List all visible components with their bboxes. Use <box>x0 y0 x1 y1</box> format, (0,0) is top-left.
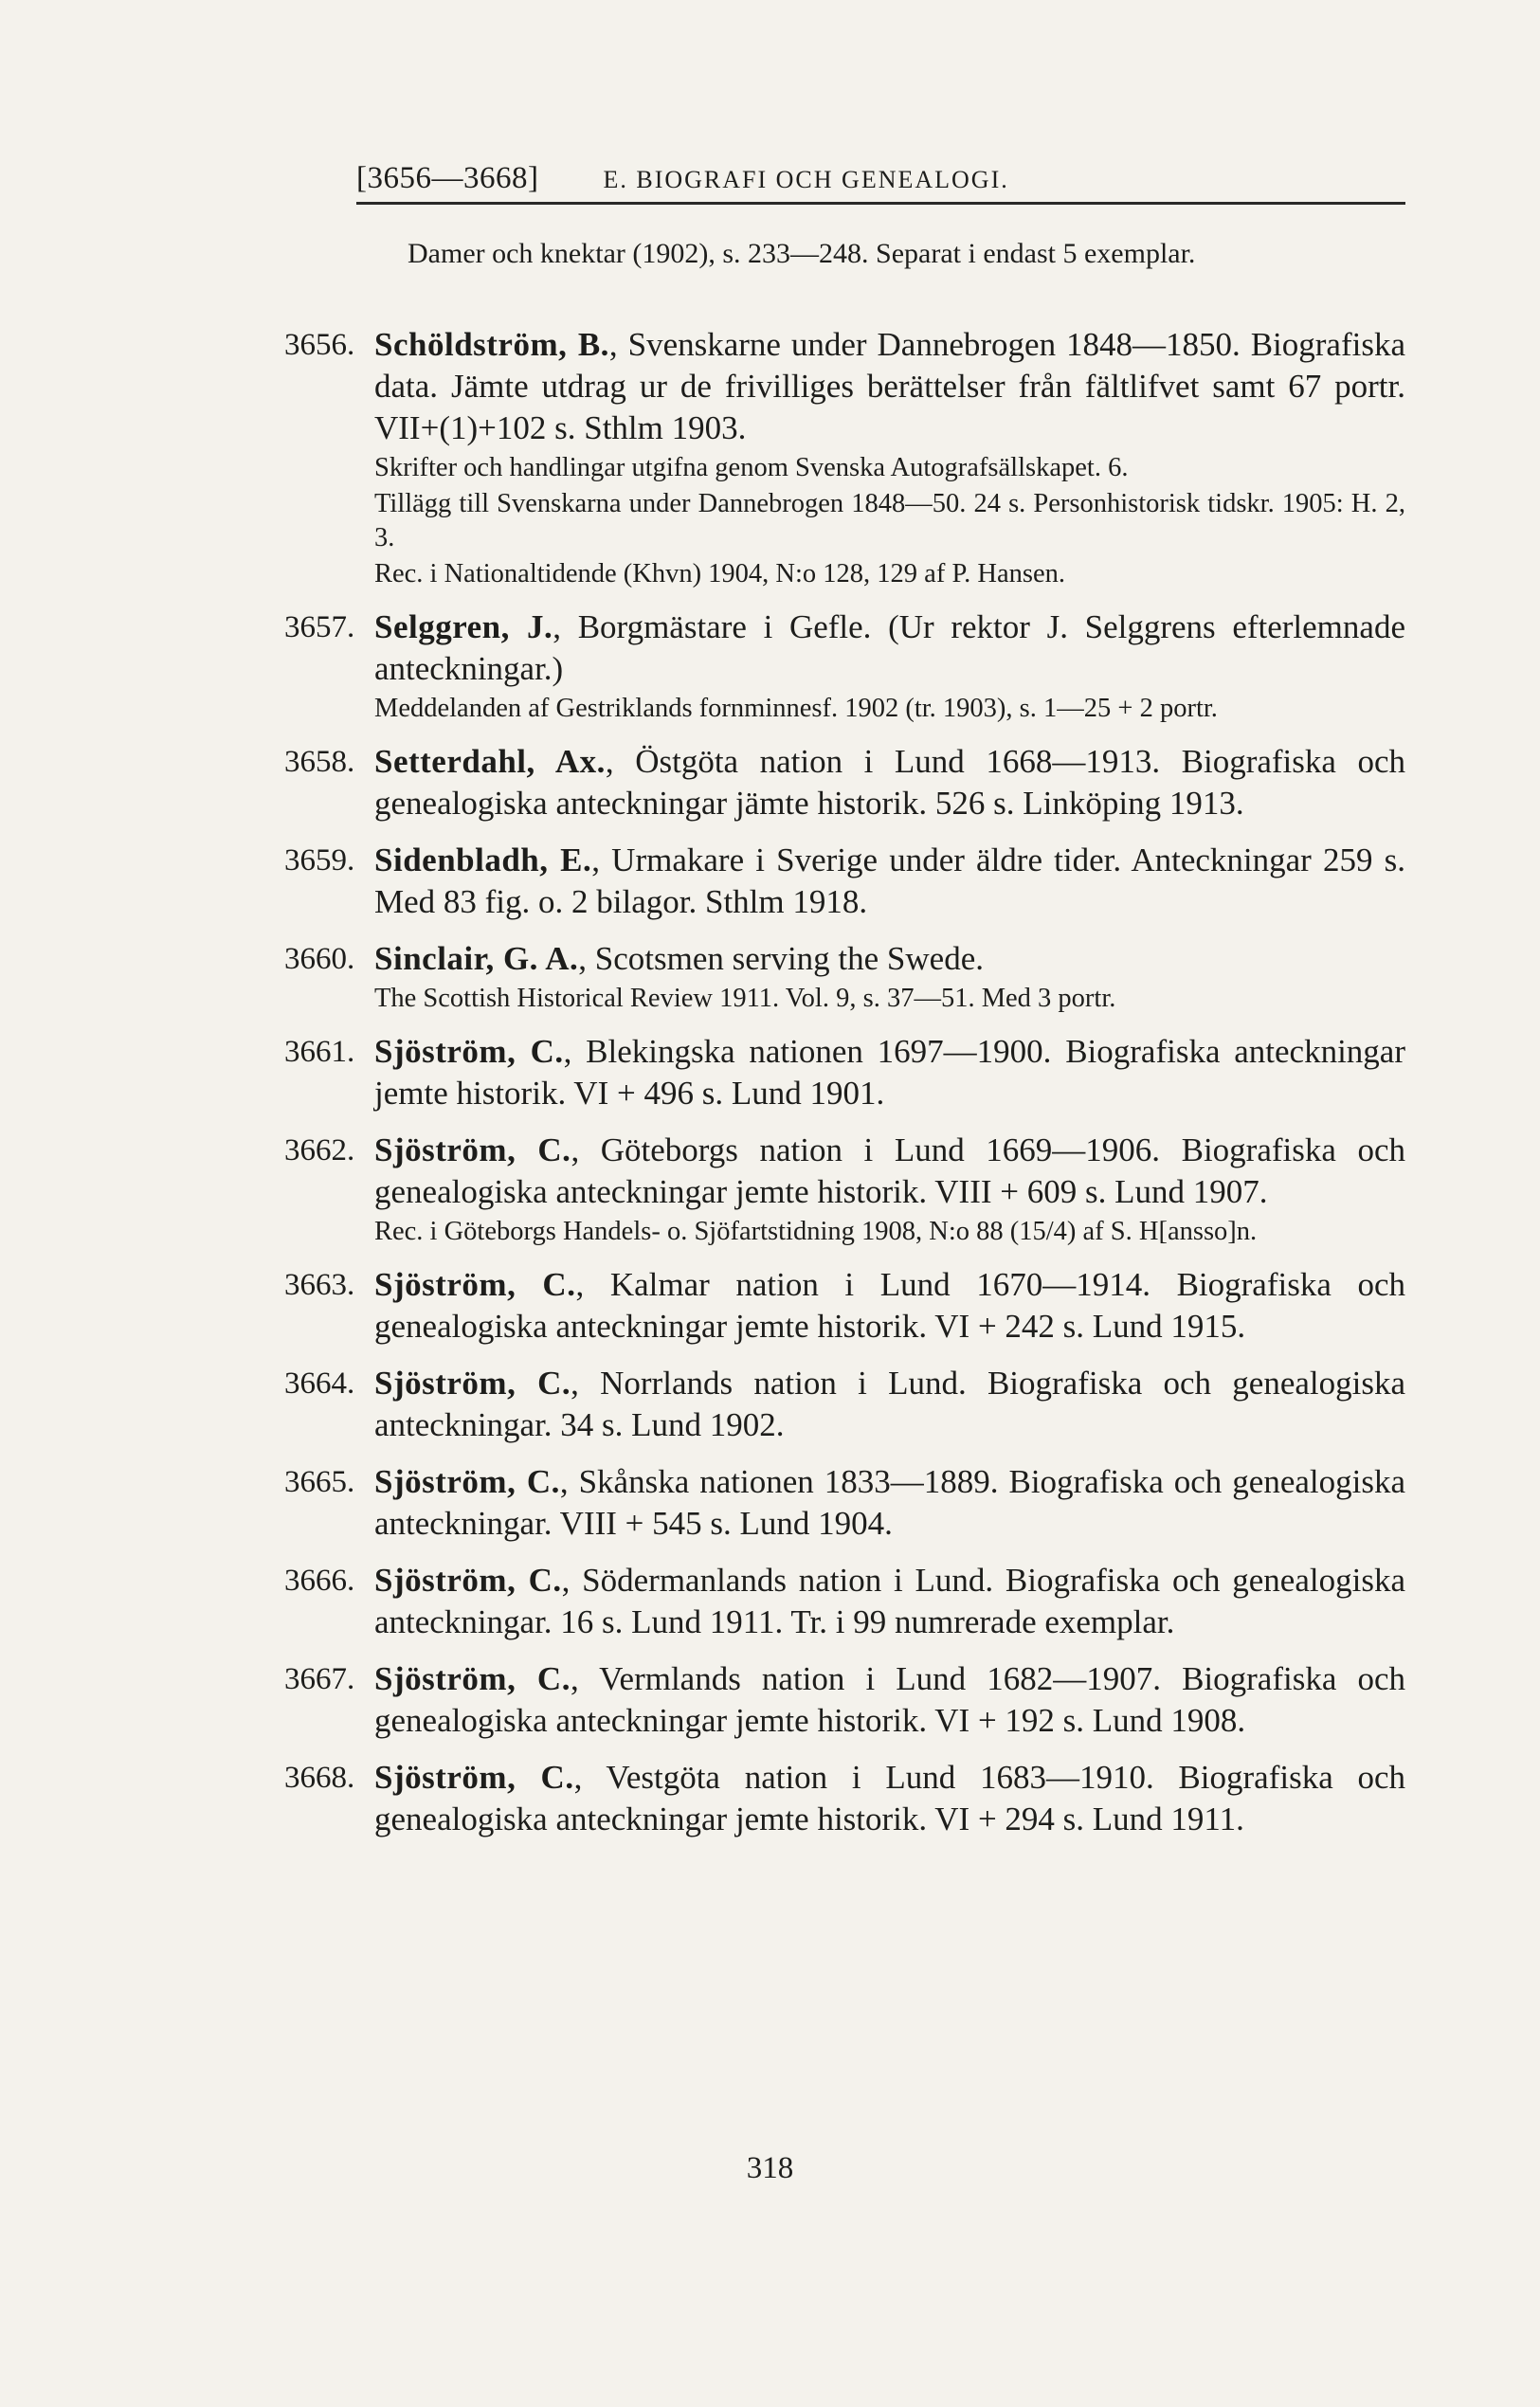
entry-note: Skrifter och handlingar utgifna genom Svenska Autografsällskapet. 6. <box>374 453 1129 482</box>
entry-3657 <box>284 606 1405 726</box>
entry-3659 <box>284 840 1405 923</box>
entry-note: Rec. i Nationaltidende (Khvn) 1904, N:o 128, 129 af P. Hansen. <box>374 559 1065 588</box>
entry-author: Sjöström, C. <box>374 1463 560 1500</box>
entry-text: , Vermlands nation i Lund 1682—1907. Biografiska och genealogiska anteckningar jemte historik. VI + 192 s. Lund 1908. <box>374 1660 1405 1739</box>
running-head <box>356 161 1405 205</box>
entry-number: 3658. <box>284 745 355 779</box>
entry-text: , Blekingska nationen 1697—1900. Biografiska anteckningar jemte historik. VI + 496 s. Lund 1901. <box>374 1033 1405 1112</box>
entry-author: Setterdahl, Ax. <box>374 743 606 780</box>
entry-3666 <box>284 1560 1405 1643</box>
entry-3668 <box>284 1757 1405 1840</box>
entry-author: Sinclair, G. A. <box>374 940 579 977</box>
entry-number: 3659. <box>284 843 355 878</box>
entry-3660 <box>284 938 1405 1016</box>
entry-text: , Östgöta nation i Lund 1668—1913. Biografiska och genealogiska anteckningar jämte historik. 526 s. Linköping 1913. <box>374 743 1405 822</box>
entry-text: , Urmakare i Sverige under äldre tider. Anteckningar 259 s. Med 83 fig. o. 2 bilagor. Sthlm 1918. <box>374 842 1405 920</box>
section-title: E. BIOGRAFI OCH GENEALOGI. <box>603 166 1009 193</box>
entry-3661 <box>284 1031 1405 1114</box>
entry-author: Sjöström, C. <box>374 1033 564 1070</box>
entry-number: 3660. <box>284 942 355 976</box>
entry-note: Meddelanden af Gestriklands fornminnesf. 1902 (tr. 1903), s. 1—25 + 2 portr. <box>374 694 1218 723</box>
entry-note: Rec. i Göteborgs Handels- o. Sjöfartstidning 1908, N:o 88 (15/4) af S. H[ansso]n. <box>374 1217 1258 1246</box>
page-number: 318 <box>746 2151 794 2185</box>
entry-number: 3668. <box>284 1761 355 1795</box>
entry-author: Sjöström, C. <box>374 1759 574 1796</box>
entry-note: Tillägg till Svenskarna under Dannebrogen 1848—50. 24 s. Personhistorisk tidskr. 1905: H. 2, 3. <box>374 489 1405 552</box>
entry-number: 3662. <box>284 1133 355 1167</box>
entry-text: , Skånska nationen 1833—1889. Biografiska och genealogiska anteckningar. VIII + 545 s. Lund 1904. <box>374 1463 1405 1542</box>
entry-text: , Svenskarne under Dannebrogen 1848—1850. Biografiska data. Jämte utdrag ur de frivilliges berättelser från fältlifvet samt 67 portr. VII+(1)+102 s. Sthlm 1903. <box>374 326 1405 446</box>
entry-number: 3667. <box>284 1662 355 1696</box>
continued-note: Damer och knektar (1902), s. 233—248. Separat i endast 5 exemplar. <box>408 238 1196 269</box>
entry-text: , Vestgöta nation i Lund 1683—1910. Biografiska och genealogiska anteckningar jemte historik. VI + 294 s. Lund 1911. <box>374 1759 1405 1837</box>
entry-author: Sjöström, C. <box>374 1266 576 1303</box>
entry-3663 <box>284 1264 1405 1348</box>
entry-text: , Borgmästare i Gefle. (Ur rektor J. Selggrens efterlemnade anteckningar.) <box>374 608 1405 687</box>
entry-text: , Södermanlands nation i Lund. Biografiska och genealogiska anteckningar. 16 s. Lund 1911. Tr. i 99 numrerade exemplar. <box>374 1562 1405 1640</box>
entry-3656 <box>284 324 1405 591</box>
entry-author: Sidenbladh, E. <box>374 842 592 878</box>
entry-range: [3656—3668] <box>356 161 539 195</box>
entry-3662 <box>284 1130 1405 1249</box>
entry-author: Sjöström, C. <box>374 1131 571 1168</box>
entry-text: , Göteborgs nation i Lund 1669—1906. Biografiska och genealogiska anteckningar jemte historik. VIII + 609 s. Lund 1907. <box>374 1131 1405 1210</box>
entry-3658 <box>284 741 1405 824</box>
entry-number: 3666. <box>284 1564 355 1598</box>
entry-author: Selggren, J. <box>374 608 553 645</box>
entry-3665 <box>284 1461 1405 1545</box>
entry-number: 3665. <box>284 1465 355 1499</box>
entry-author: Sjöström, C. <box>374 1660 571 1697</box>
entry-3664 <box>284 1363 1405 1446</box>
entry-author: Sjöström, C. <box>374 1365 571 1402</box>
entry-text: , Kalmar nation i Lund 1670—1914. Biografiska och genealogiska anteckningar jemte historik. VI + 242 s. Lund 1915. <box>374 1266 1405 1345</box>
entry-number: 3657. <box>284 610 355 644</box>
entry-text: , Scotsmen serving the Swede. <box>578 940 984 977</box>
entry-note: The Scottish Historical Review 1911. Vol. 9, s. 37—51. Med 3 portr. <box>374 984 1116 1013</box>
entry-author: Schöldström, B. <box>374 326 609 363</box>
entry-number: 3656. <box>284 328 355 362</box>
entry-text: , Norrlands nation i Lund. Biografiska och genealogiska anteckningar. 34 s. Lund 1902. <box>374 1365 1405 1443</box>
entry-3667 <box>284 1658 1405 1742</box>
entry-author: Sjöström, C. <box>374 1562 562 1599</box>
entry-number: 3663. <box>284 1268 355 1302</box>
bibliography-list <box>284 324 1405 1855</box>
entry-number: 3664. <box>284 1366 355 1401</box>
entry-number: 3661. <box>284 1035 355 1069</box>
